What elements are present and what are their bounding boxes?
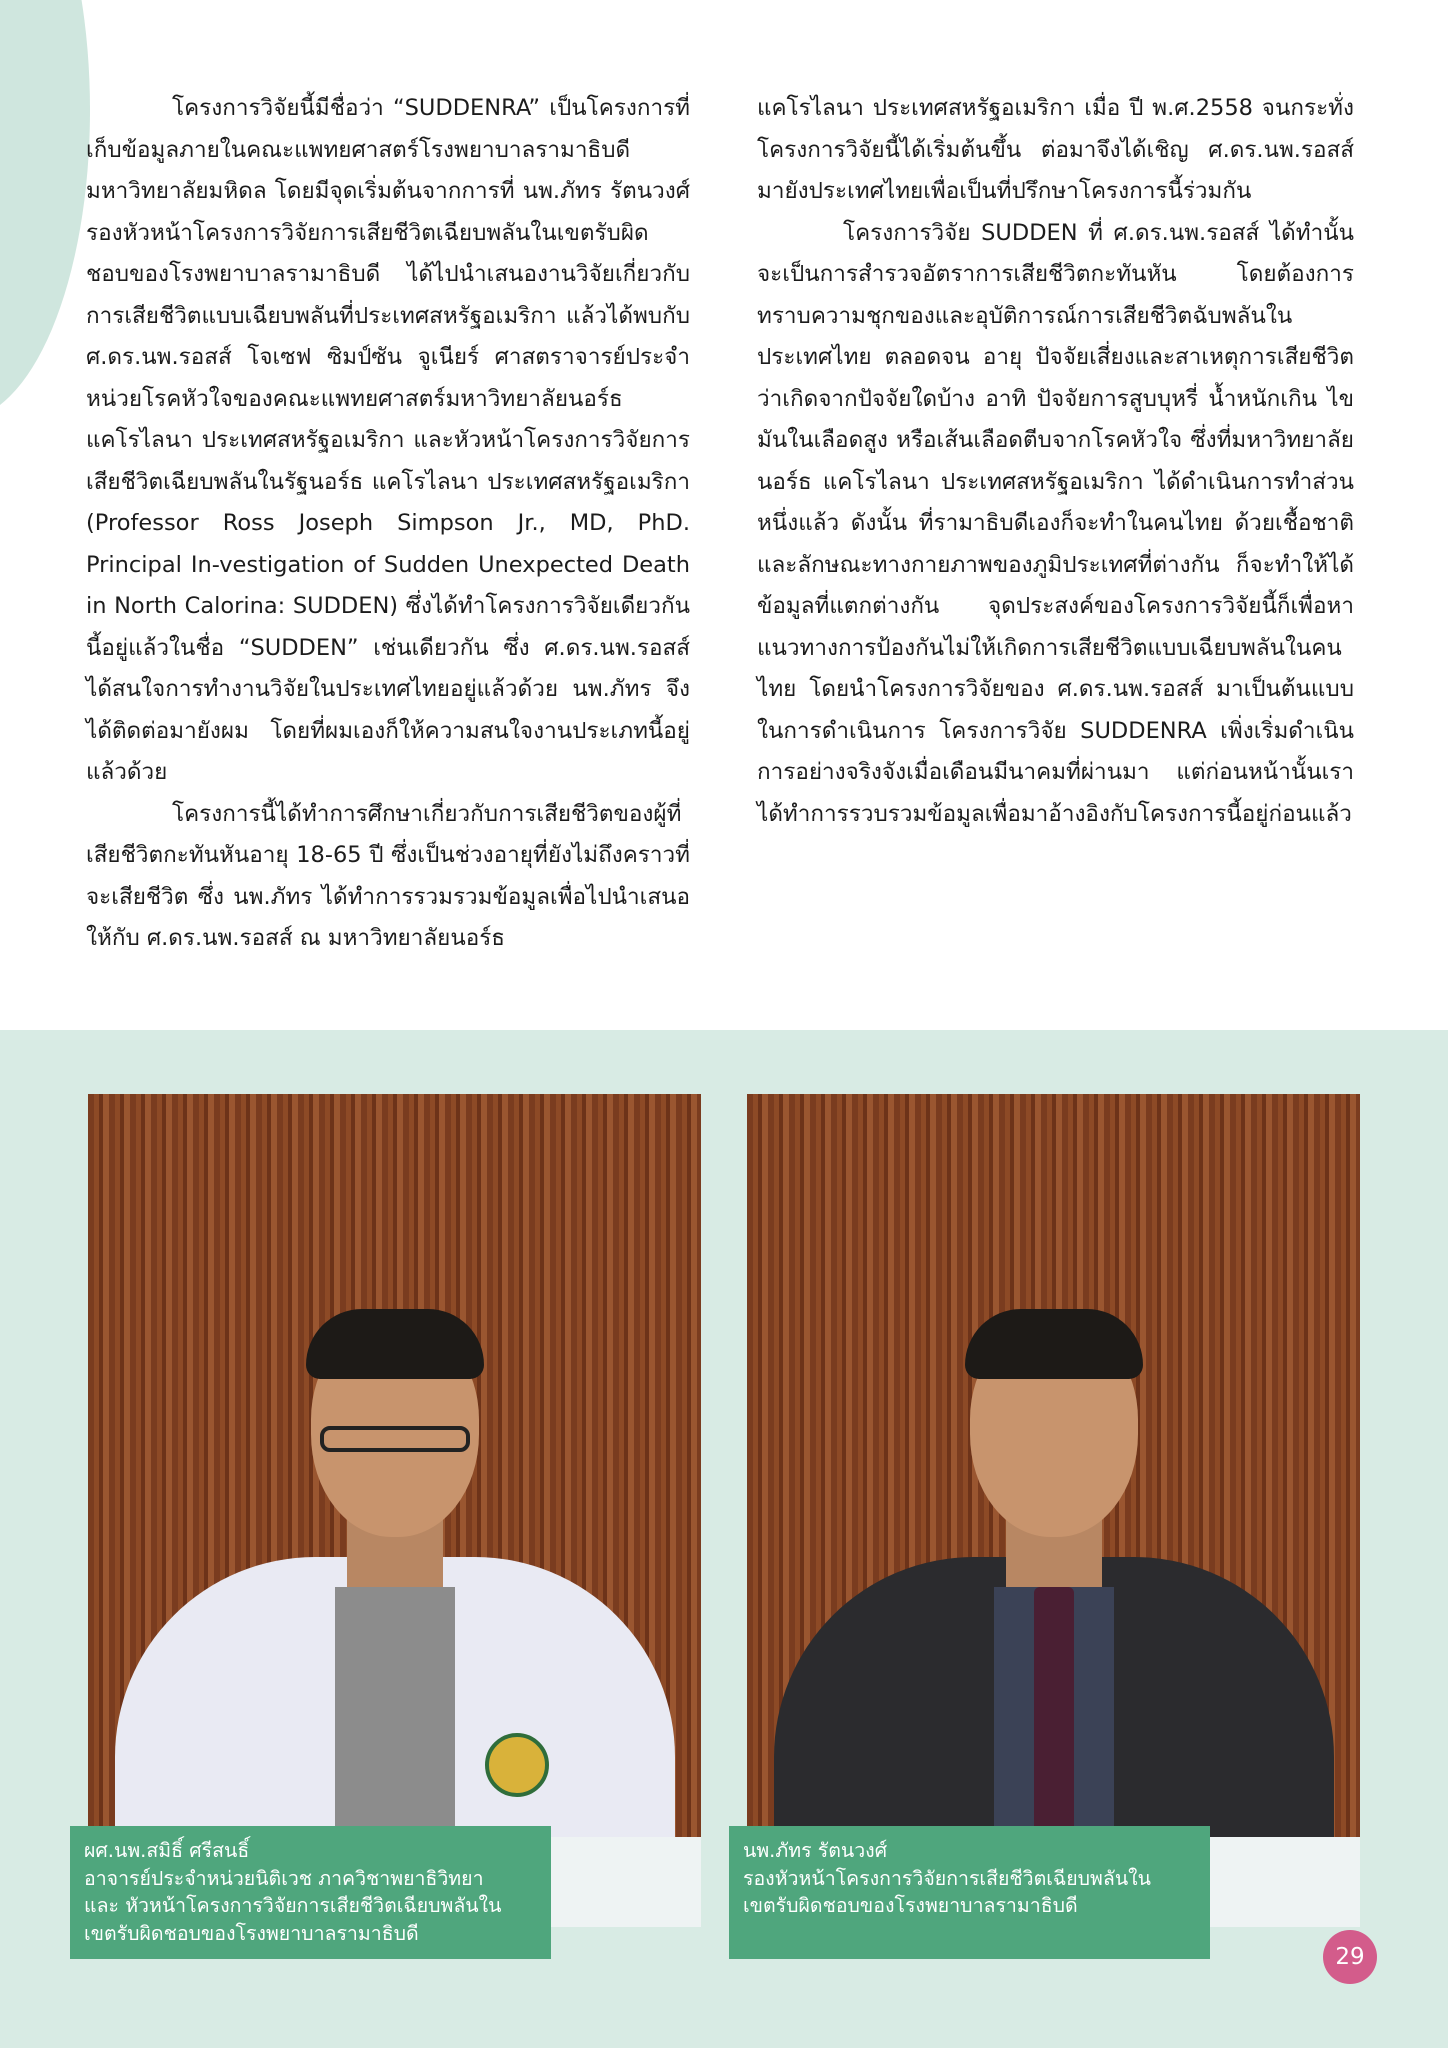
photo-caption-left (70, 1826, 551, 1959)
caption-line: เขตรับผิดชอบของโรงพยาบาลรามาธิบดี (743, 1894, 1078, 1917)
photo-caption-right (729, 1826, 1210, 1959)
hospital-emblem-icon (485, 1733, 549, 1797)
article-paragraph: โครงการวิจัยนี้มีชื่อว่า “SUDDENRA” เป็นโครงการที่เก็บข้อมูลภายในคณะแพทยศาสตร์โรงพยาบาลรามาธิบดี มหาวิทยาลัยมหิดล โดยมีจุดเริ่มต้นจากการที่ นพ.ภัทร รัตนวงศ์ รองหัวหน้าโครงการวิจัยการเสียชีวิตเฉียบพลันในเขตรับผิดชอบของโรงพยาบาลรามาธิบดี ได้ไปนำเสนองานวิจัยเกี่ยวกับการเสียชีวิตแบบเฉียบพลันที่ประเทศสหรัฐอเมริกา แล้วได้พบกับ ศ.ดร.นพ.รอสส์ โจเซฟ ซิมป์ซัน จูเนียร์ ศาสตราจารย์ประจำหน่วยโรคหัวใจของคณะแพทยศาสตร์มหาวิทยาลัยนอร์ธ แคโรไลนา ประเทศสหรัฐอเมริกา และหัวหน้าโครงการวิจัยการเสียชีวิตเฉียบพลันในรัฐนอร์ธ แคโรไลนา ประเทศสหรัฐอเมริกา (Professor Ross Joseph Simpson Jr., MD, PhD. Principal In-vestigation of Sudden Unexpected Death in North Calorina: SUDDEN) ซึ่งได้ทำโครงการวิจัยเดียวกันนี้อยู่แล้วในชื่อ “SUDDEN” เช่นเดียวกัน ซึ่ง ศ.ดร.นพ.รอสส์ ได้สนใจการทำงานวิจัยในประเทศไทยอยู่แล้วด้วย นพ.ภัทร จึงได้ติดต่อมายังผม โดยที่ผมเองก็ให้ความสนใจงานประเภทนี้อยู่แล้วด้วย (86, 95, 690, 785)
article-column-right (757, 88, 1354, 835)
caption-name: ผศ.นพ.สมิธิ์ ศรีสนธิ์ (84, 1839, 250, 1862)
article-paragraph: แคโรไลนา ประเทศสหรัฐอเมริกา เมื่อ ปี พ.ศ.2558 จนกระทั่งโครงการวิจัยนี้ได้เริ่มต้นขึ้น ต่อมาจึงได้เชิญ ศ.ดร.นพ.รอสส์มายังประเทศไทยเพื่อเป็นที่ปรึกษาโครงการนี้ร่วมกัน (757, 95, 1354, 204)
glasses-icon (320, 1426, 470, 1452)
portrait-photo-left (88, 1094, 701, 1927)
caption-line: เขตรับผิดชอบของโรงพยาบาลรามาธิบดี (84, 1921, 419, 1945)
page-number: 29 (1323, 1930, 1377, 1984)
hair (965, 1309, 1143, 1379)
article-column-left (86, 88, 690, 960)
caption-line: อาจารย์ประจำหน่วยนิติเวช ภาควิชาพยาธิวิทยา (84, 1866, 484, 1890)
caption-line: รองหัวหน้าโครงการวิจัยการเสียชีวิตเฉียบพลันใน (743, 1866, 1151, 1890)
corner-decoration (0, 0, 90, 420)
hair (306, 1309, 484, 1379)
caption-name: นพ.ภัทร รัตนวงศ์ (743, 1839, 888, 1862)
portrait-photo-right (747, 1094, 1360, 1927)
article-paragraph: โครงการนี้ได้ทำการศึกษาเกี่ยวกับการเสียชีวิตของผู้ที่เสียชีวิตกะทันหันอายุ 18-65 ปี ซึ่งเป็นช่วงอายุที่ยังไม่ถึงคราวที่จะเสียชีวิต ซึ่ง นพ.ภัทร ได้ทำการรวมรวมข้อมูลเพื่อไปนำเสนอให้กับ ศ.ดร.นพ.รอสส์ ณ มหาวิทยาลัยนอร์ธ (86, 800, 690, 951)
article-paragraph: โครงการวิจัย SUDDEN ที่ ศ.ดร.นพ.รอสส์ ได้ทำนั้นจะเป็นการสำรวจอัตราการเสียชีวิตกะทันหัน โดยต้องการทราบความชุกของและอุบัติการณ์การเสียชีวิตฉับพลันในประเทศไทย ตลอดจน อายุ ปัจจัยเสี่ยงและสาเหตุการเสียชีวิตว่าเกิดจากปัจจัยใดบ้าง อาทิ ปัจจัยการสูบบุหรี่ น้ำหนักเกิน ไขมันในเลือดสูง หรือเส้นเลือดตีบจากโรคหัวใจ ซึ่งที่มหาวิทยาลัยนอร์ธ แคโรไลนา ประเทศสหรัฐอเมริกา ได้ดำเนินการทำส่วนหนึ่งแล้ว ดังนั้น ที่รามาธิบดีเองก็จะทำในคนไทย ด้วยเชื้อชาติและลักษณะทางกายภาพของภูมิประเทศที่ต่างกัน ก็จะทำให้ได้ข้อมูลที่แตกต่างกัน จุดประสงค์ของโครงการวิจัยนี้ก็เพื่อหาแนวทางการป้องกันไม่ให้เกิดการเสียชีวิตแบบเฉียบพลันในคนไทย โดยนำโครงการวิจัยของ ศ.ดร.นพ.รอสส์ มาเป็นต้นแบบในการดำเนินการ โครงการวิจัย SUDDENRA เพิ่งเริ่มดำเนินการอย่างจริงจังเมื่อเดือนมีนาคมที่ผ่านมา แต่ก่อนหน้านั้นเราได้ทำการรวบรวมข้อมูลเพื่อมาอ้างอิงกับโครงการนี้อยู่ก่อนแล้ว (757, 219, 1354, 827)
caption-line: และ หัวหน้าโครงการวิจัยการเสียชีวิตเฉียบพลันใน (84, 1894, 502, 1917)
